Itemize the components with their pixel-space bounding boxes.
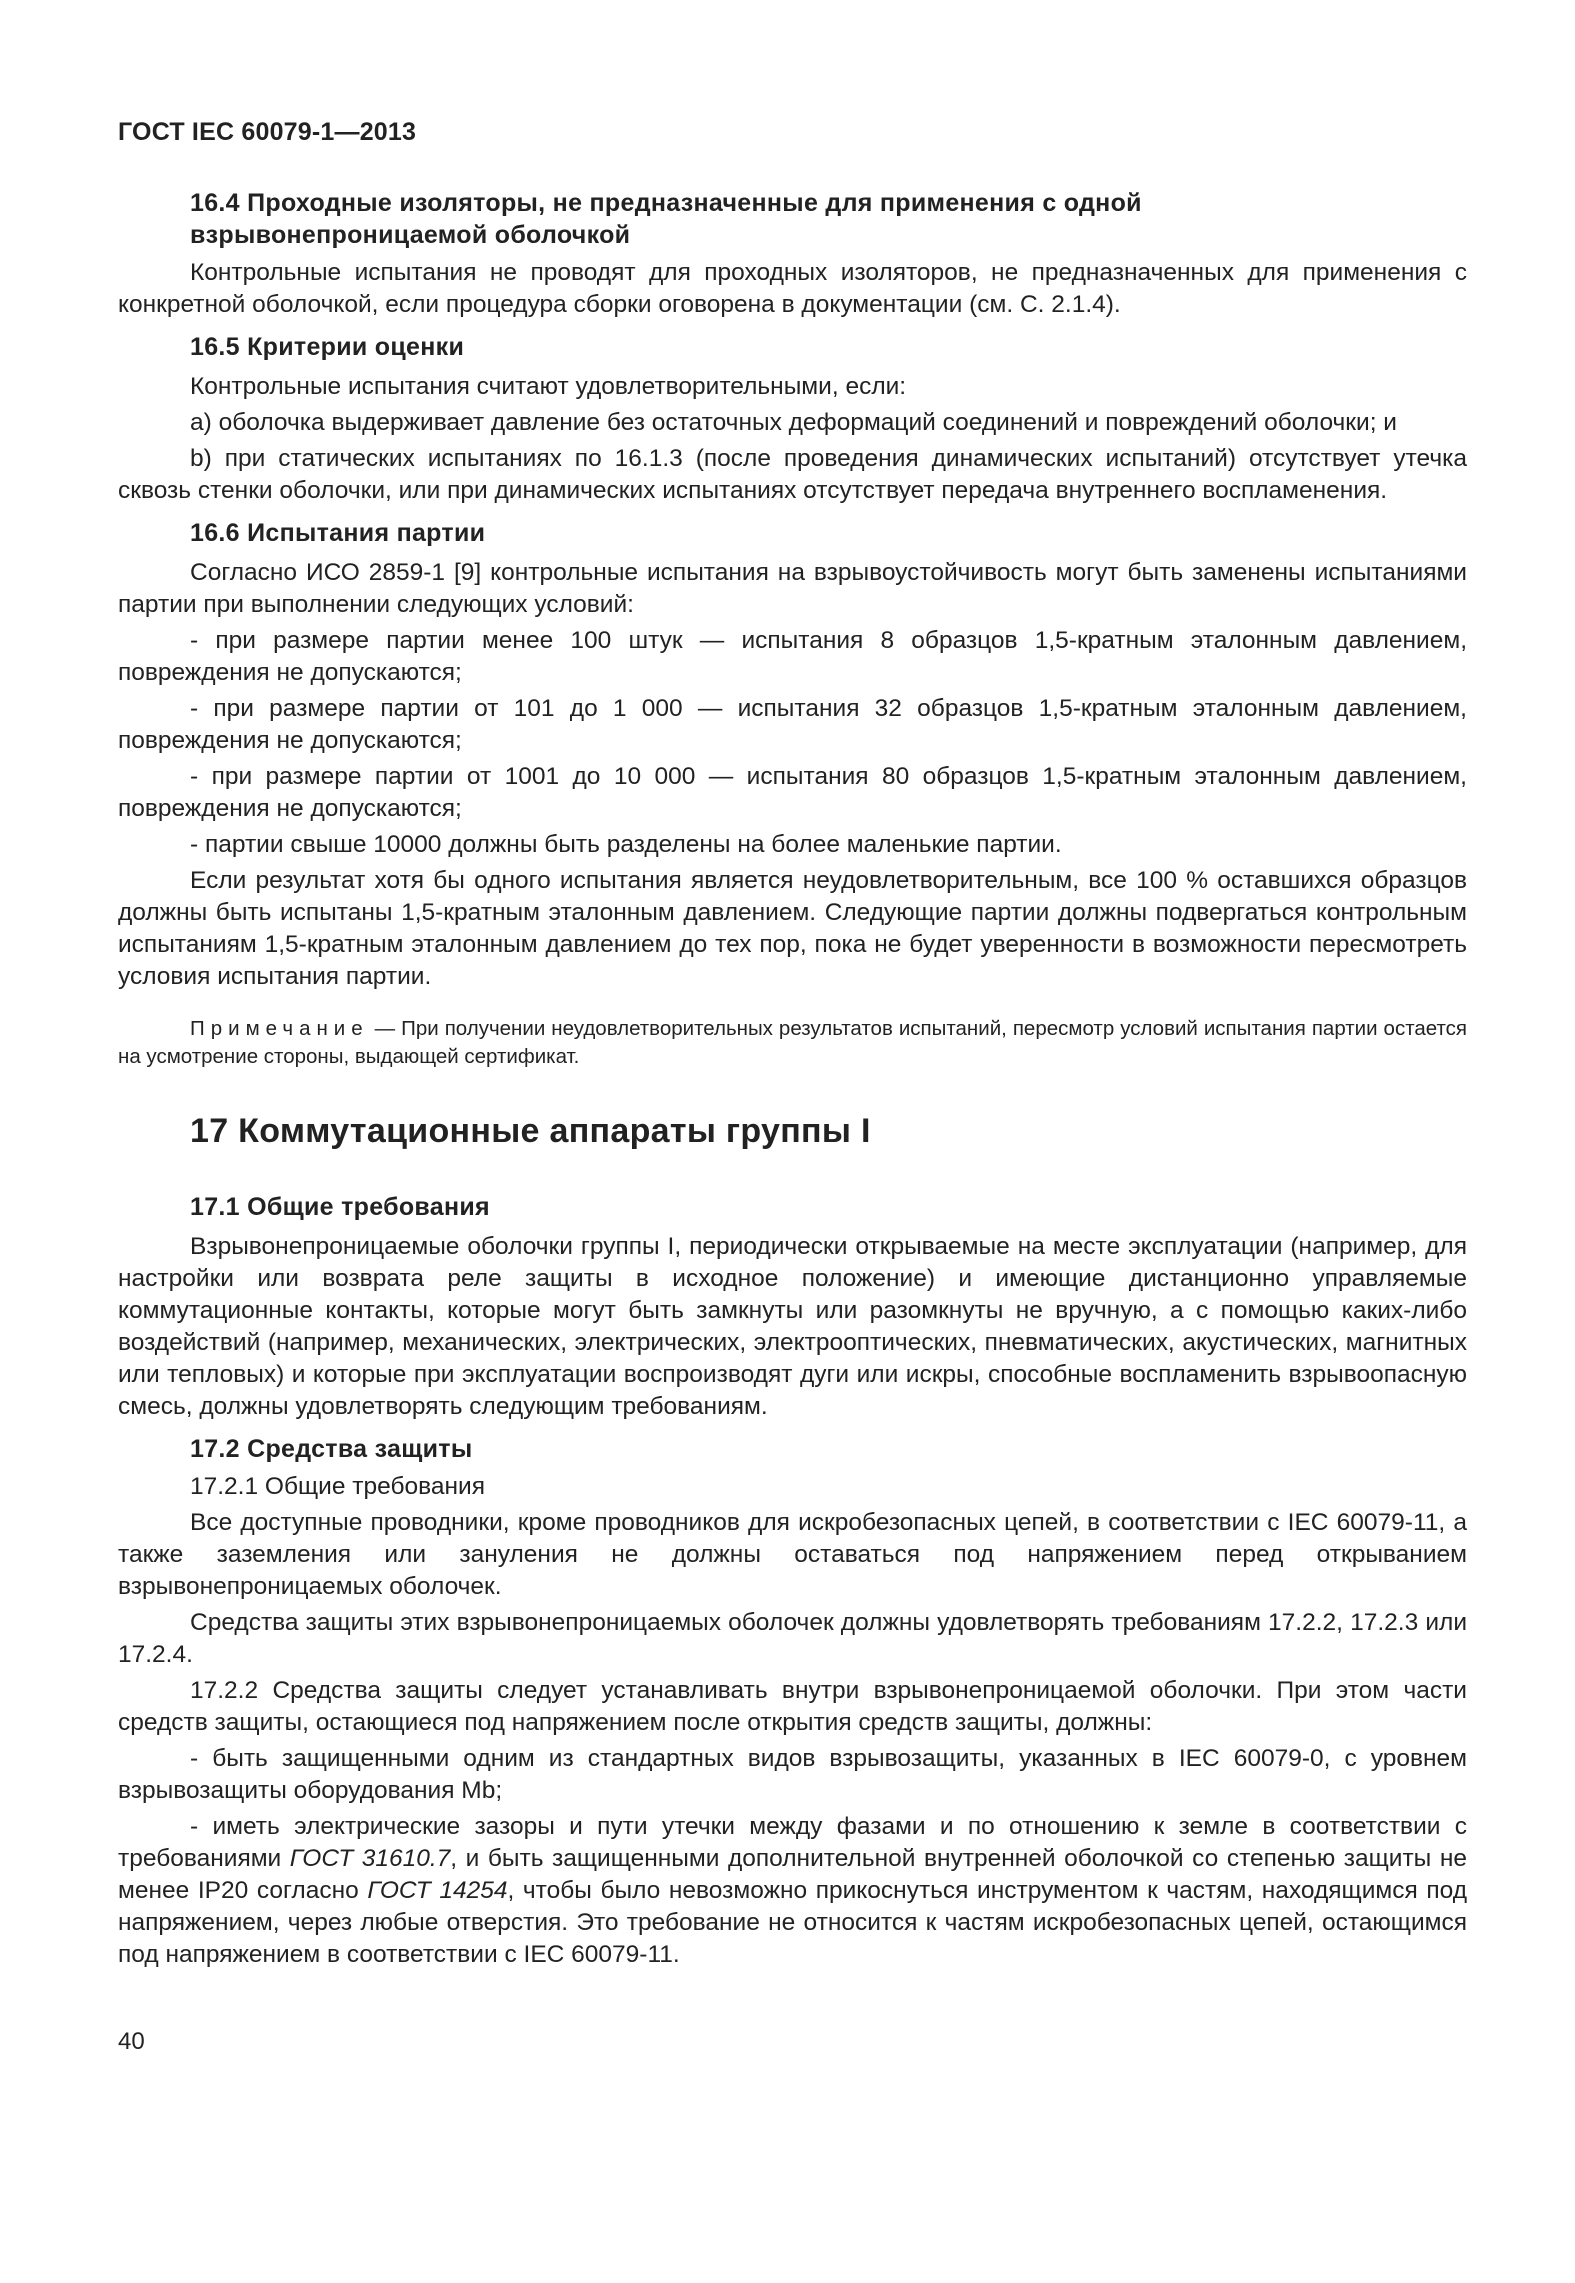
list-item-2-text-c: , чтобы было невозможно прикоснуться инструментом к частям, находящимся под напряжением, через любые отверстия. Это требование не относится к частям искробезопасных цепей, остающимся под напряжением в соответствии с IEC 60079-11. bbox=[118, 1877, 1467, 1968]
section-16-6-list-item-1: - при размере партии менее 100 штук — испытания 8 образцов 1,5-кратным эталонным давлением, повреждения не допускаются; bbox=[118, 627, 1467, 686]
page-number: 40 bbox=[118, 2028, 145, 2055]
note-text: — При получении неудовлетворительных результатов испытаний, пересмотр условий испытания партии остается на усмотрение стороны, выдающей сертификат. bbox=[118, 1017, 1467, 1068]
list-item-2-text-a: - иметь электрические зазоры и пути утечки между фазами и по отношению к земле в соответствии с требованиями bbox=[118, 1813, 1467, 1872]
section-17-2-2-paragraph-1: 17.2.2 Средства защиты следует устанавливать внутри взрывонепроницаемой оболочки. При этом части средств защиты, остающиеся под напряжением после открытия средств защиты, должны: bbox=[118, 1677, 1467, 1736]
section-16-6-note bbox=[118, 1015, 1467, 1071]
section-17-2-heading: 17.2 Средства защиты bbox=[190, 1435, 473, 1463]
list-item-2-text-b: , и быть защищенными дополнительной внутренней оболочкой со степенью защиты не менее IP20 согласно bbox=[118, 1845, 1467, 1904]
section-16-6-heading: 16.6 Испытания партии bbox=[190, 519, 486, 547]
note-label: Примечание bbox=[190, 1017, 369, 1040]
section-16-5-paragraph-1: Контрольные испытания считают удовлетворительными, если: bbox=[190, 373, 907, 400]
section-17-2-1-paragraph-2: Средства защиты этих взрывонепроницаемых оболочек должны удовлетворять требованиям 17.2.2, 17.2.3 или 17.2.4. bbox=[118, 1609, 1467, 1668]
section-17-2-1-paragraph-1: Все доступные проводники, кроме проводников для искробезопасных цепей, в соответствии с IEC 60079-11, а также заземления или зануления не должны оставаться под напряжением перед открыванием взрывонепроницаемых оболочек. bbox=[118, 1509, 1467, 1600]
section-16-4-heading bbox=[118, 187, 1467, 251]
gost-14254-reference: ГОСТ 14254 bbox=[367, 1877, 508, 1904]
section-17-1-heading: 17.1 Общие требования bbox=[190, 1193, 490, 1221]
document-code-header: ГОСТ IEC 60079-1—2013 bbox=[118, 118, 417, 146]
section-16-6-paragraph-1: Согласно ИСО 2859-1 [9] контрольные испытания на взрывоустойчивость могут быть заменены испытаниями партии при выполнении следующих условий: bbox=[118, 559, 1467, 618]
section-16-4-paragraph: Контрольные испытания не проводят для проходных изоляторов, не предназначенных для применения с конкретной оболочкой, если процедура сборки оговорена в документации (см. С. 2.1.4). bbox=[118, 259, 1467, 318]
section-17-2-2-list-item-1: - быть защищенными одним из стандартных видов взрывозащиты, указанных в IEC 60079-0, с уровнем взрывозащиты оборудования Mb; bbox=[118, 1745, 1467, 1804]
section-16-6-list-item-3: - при размере партии от 1001 до 10 000 — испытания 80 образцов 1,5-кратным эталонным давлением, повреждения не допускаются; bbox=[118, 763, 1467, 822]
section-16-5-heading: 16.5 Критерии оценки bbox=[190, 333, 465, 361]
section-16-4-title-line2: взрывонепроницаемой оболочкой bbox=[190, 221, 631, 249]
section-16-6-list-item-2: - при размере партии от 101 до 1 000 — испытания 32 образцов 1,5-кратным эталонным давлением, повреждения не допускаются; bbox=[118, 695, 1467, 754]
gost-31610-7-reference: ГОСТ 31610.7 bbox=[289, 1845, 451, 1872]
section-17-heading: 17 Коммутационные аппараты группы I bbox=[190, 1112, 871, 1150]
section-16-6-list-item-4: - партии свыше 10000 должны быть разделены на более маленькие партии. bbox=[190, 831, 1062, 858]
section-16-6-paragraph-2: Если результат хотя бы одного испытания является неудовлетворительным, все 100 % оставшихся образцов должны быть испытаны 1,5-кратным эталонным давлением. Следующие партии должны подвергаться контрольным испытаниям 1,5-кратным эталонным давлением до тех пор, пока не будет уверенности в возможности пересмотреть условия испытания партии. bbox=[118, 867, 1467, 990]
section-17-2-2-list-item-2 bbox=[118, 1811, 1467, 1971]
section-16-5-paragraph-b: b) при статических испытаниях по 16.1.3 (после проведения динамических испытаний) отсутствует утечка сквозь стенки оболочки, или при динамических испытаниях отсутствует передача внутреннего воспламенения. bbox=[118, 445, 1467, 504]
section-16-5-paragraph-a: a) оболочка выдерживает давление без остаточных деформаций соединений и повреждений оболочки; и bbox=[190, 409, 1397, 436]
section-17-1-paragraph: Взрывонепроницаемые оболочки группы I, периодически открываемые на месте эксплуатации (например, для настройки или возврата реле защиты в исходное положение) и имеющие дистанционно управляемые коммутационные контакты, которые могут быть замкнуты или разомкнуты не вручную, а с помощью каких-либо воздействий (например, механических, электрических, электрооптических, пневматических, акустических, магнитных или тепловых) и которые при эксплуатации воспроизводят дуги или искры, способные воспламенить взрывоопасную смесь, должны удовлетворять следующим требованиям. bbox=[118, 1233, 1467, 1420]
section-17-2-1-title: 17.2.1 Общие требования bbox=[190, 1473, 485, 1500]
section-16-4-title-line1: 16.4 Проходные изоляторы, не предназначенные для применения с одной bbox=[190, 189, 1142, 217]
